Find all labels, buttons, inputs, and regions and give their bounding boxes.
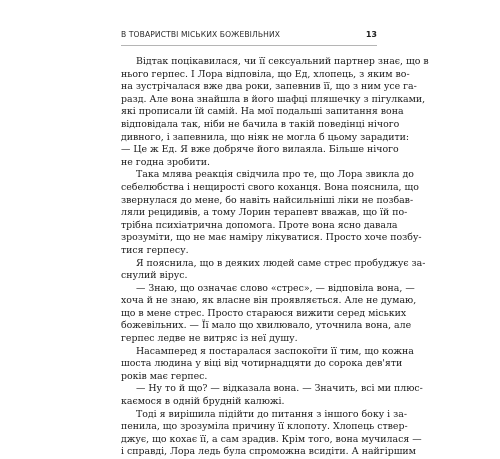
body-text (121, 56, 429, 459)
text-line: разд. Але вона знайшла в його шафці пляшечку з пігулками, (121, 93, 426, 105)
paragraph (121, 56, 429, 169)
text-line: тися герпесу. (121, 244, 189, 256)
paragraph (121, 257, 426, 283)
paragraph (121, 282, 417, 346)
text-line: шоста людина у віці від чотирнадцяти до сорока дев'яти (121, 358, 403, 370)
text-line: пенила, що зрозуміла причину її клопоту. Хлопець ствер- (121, 421, 408, 433)
text-line: божевільних. — Її мало що хвилювало, уточнила вона, але (121, 320, 412, 332)
text-line: ляли рецидивів, а тому Лорин терапевт вважав, що їй по- (121, 207, 408, 219)
text-line: років має герпес. (121, 370, 208, 382)
text-line: — Знаю, що означає слово «стрес», — відповіла вона, — (136, 282, 415, 294)
text-line: — Це ж Ед. Я вже добряче його вилаяла. Більше нічого (121, 144, 399, 156)
text-line: герпес ледве не витряс із неї душу. (121, 333, 298, 345)
running-title: В ТОВАРИСТВІ МІСЬКИХ БОЖЕВІЛЬНИХ (121, 30, 281, 39)
text-line: що в мене стрес. Просто стараюся вижити серед міських (121, 307, 407, 319)
paragraph (121, 345, 414, 384)
text-line: Я пояснила, що в деяких людей саме стрес пробуджує за- (136, 257, 426, 269)
text-line: Тоді я вирішила підійти до питання з іншого боку і за- (136, 408, 408, 420)
paragraph (121, 383, 423, 408)
text-line: трібна психіатрична допомога. Проте вона ясно давала (121, 219, 398, 231)
paragraph (121, 408, 422, 459)
text-line: хоча й не знаю, як власне він проявляється. Але не думаю, (121, 295, 417, 307)
text-line: Така млява реакція свідчила про те, що Лора звикла до (136, 169, 414, 181)
text-line: себелюбства і нещирості свого коханця. Вона пояснила, що (121, 181, 419, 193)
text-line: Відтак поцікавилася, чи її сексуальний партнер знає, що в (136, 56, 429, 67)
text-line: дивного, і запевнила, що ніяк не могла б цьому зарадити: (121, 131, 410, 143)
text-line: джує, що кохає її, а сам зрадив. Крім того, вона мучилася — (121, 433, 422, 445)
text-line: — Ну то й що? — відказала вона. — Значить, всі ми плюс- (136, 383, 423, 395)
paragraph (121, 169, 422, 257)
text-line: Насамперед я постаралася заспокоїти її тим, що кожна (136, 345, 414, 357)
running-header (121, 29, 377, 46)
text-line: снулий вірус. (121, 270, 188, 282)
text-line: які прописали їй самій. На мої подальші запитання вона (121, 106, 404, 118)
text-line: зрозуміти, що не має наміру лікуватися. Просто хоче позбу- (121, 232, 422, 244)
text-line: і справді, Лора ледь була спроможна всидіти. А найгіршим (121, 446, 416, 458)
page-number: 13 (365, 30, 377, 39)
text-line: звернулася до мене, бо навіть найсильніші ліки не позбав- (121, 194, 414, 206)
text-line: відповідала так, ніби не бачила в такій поведінці нічого (121, 118, 400, 130)
text-line: нього герпес. І Лора відповіла, що Ед, хлопець, з яким во- (121, 68, 410, 80)
text-line: на зустрічалася вже два роки, запевнив її, що з ним усе га- (121, 81, 417, 93)
text-line: не годна зробити. (121, 156, 210, 168)
text-line: каємося в одній брудній калюжі. (121, 396, 285, 408)
